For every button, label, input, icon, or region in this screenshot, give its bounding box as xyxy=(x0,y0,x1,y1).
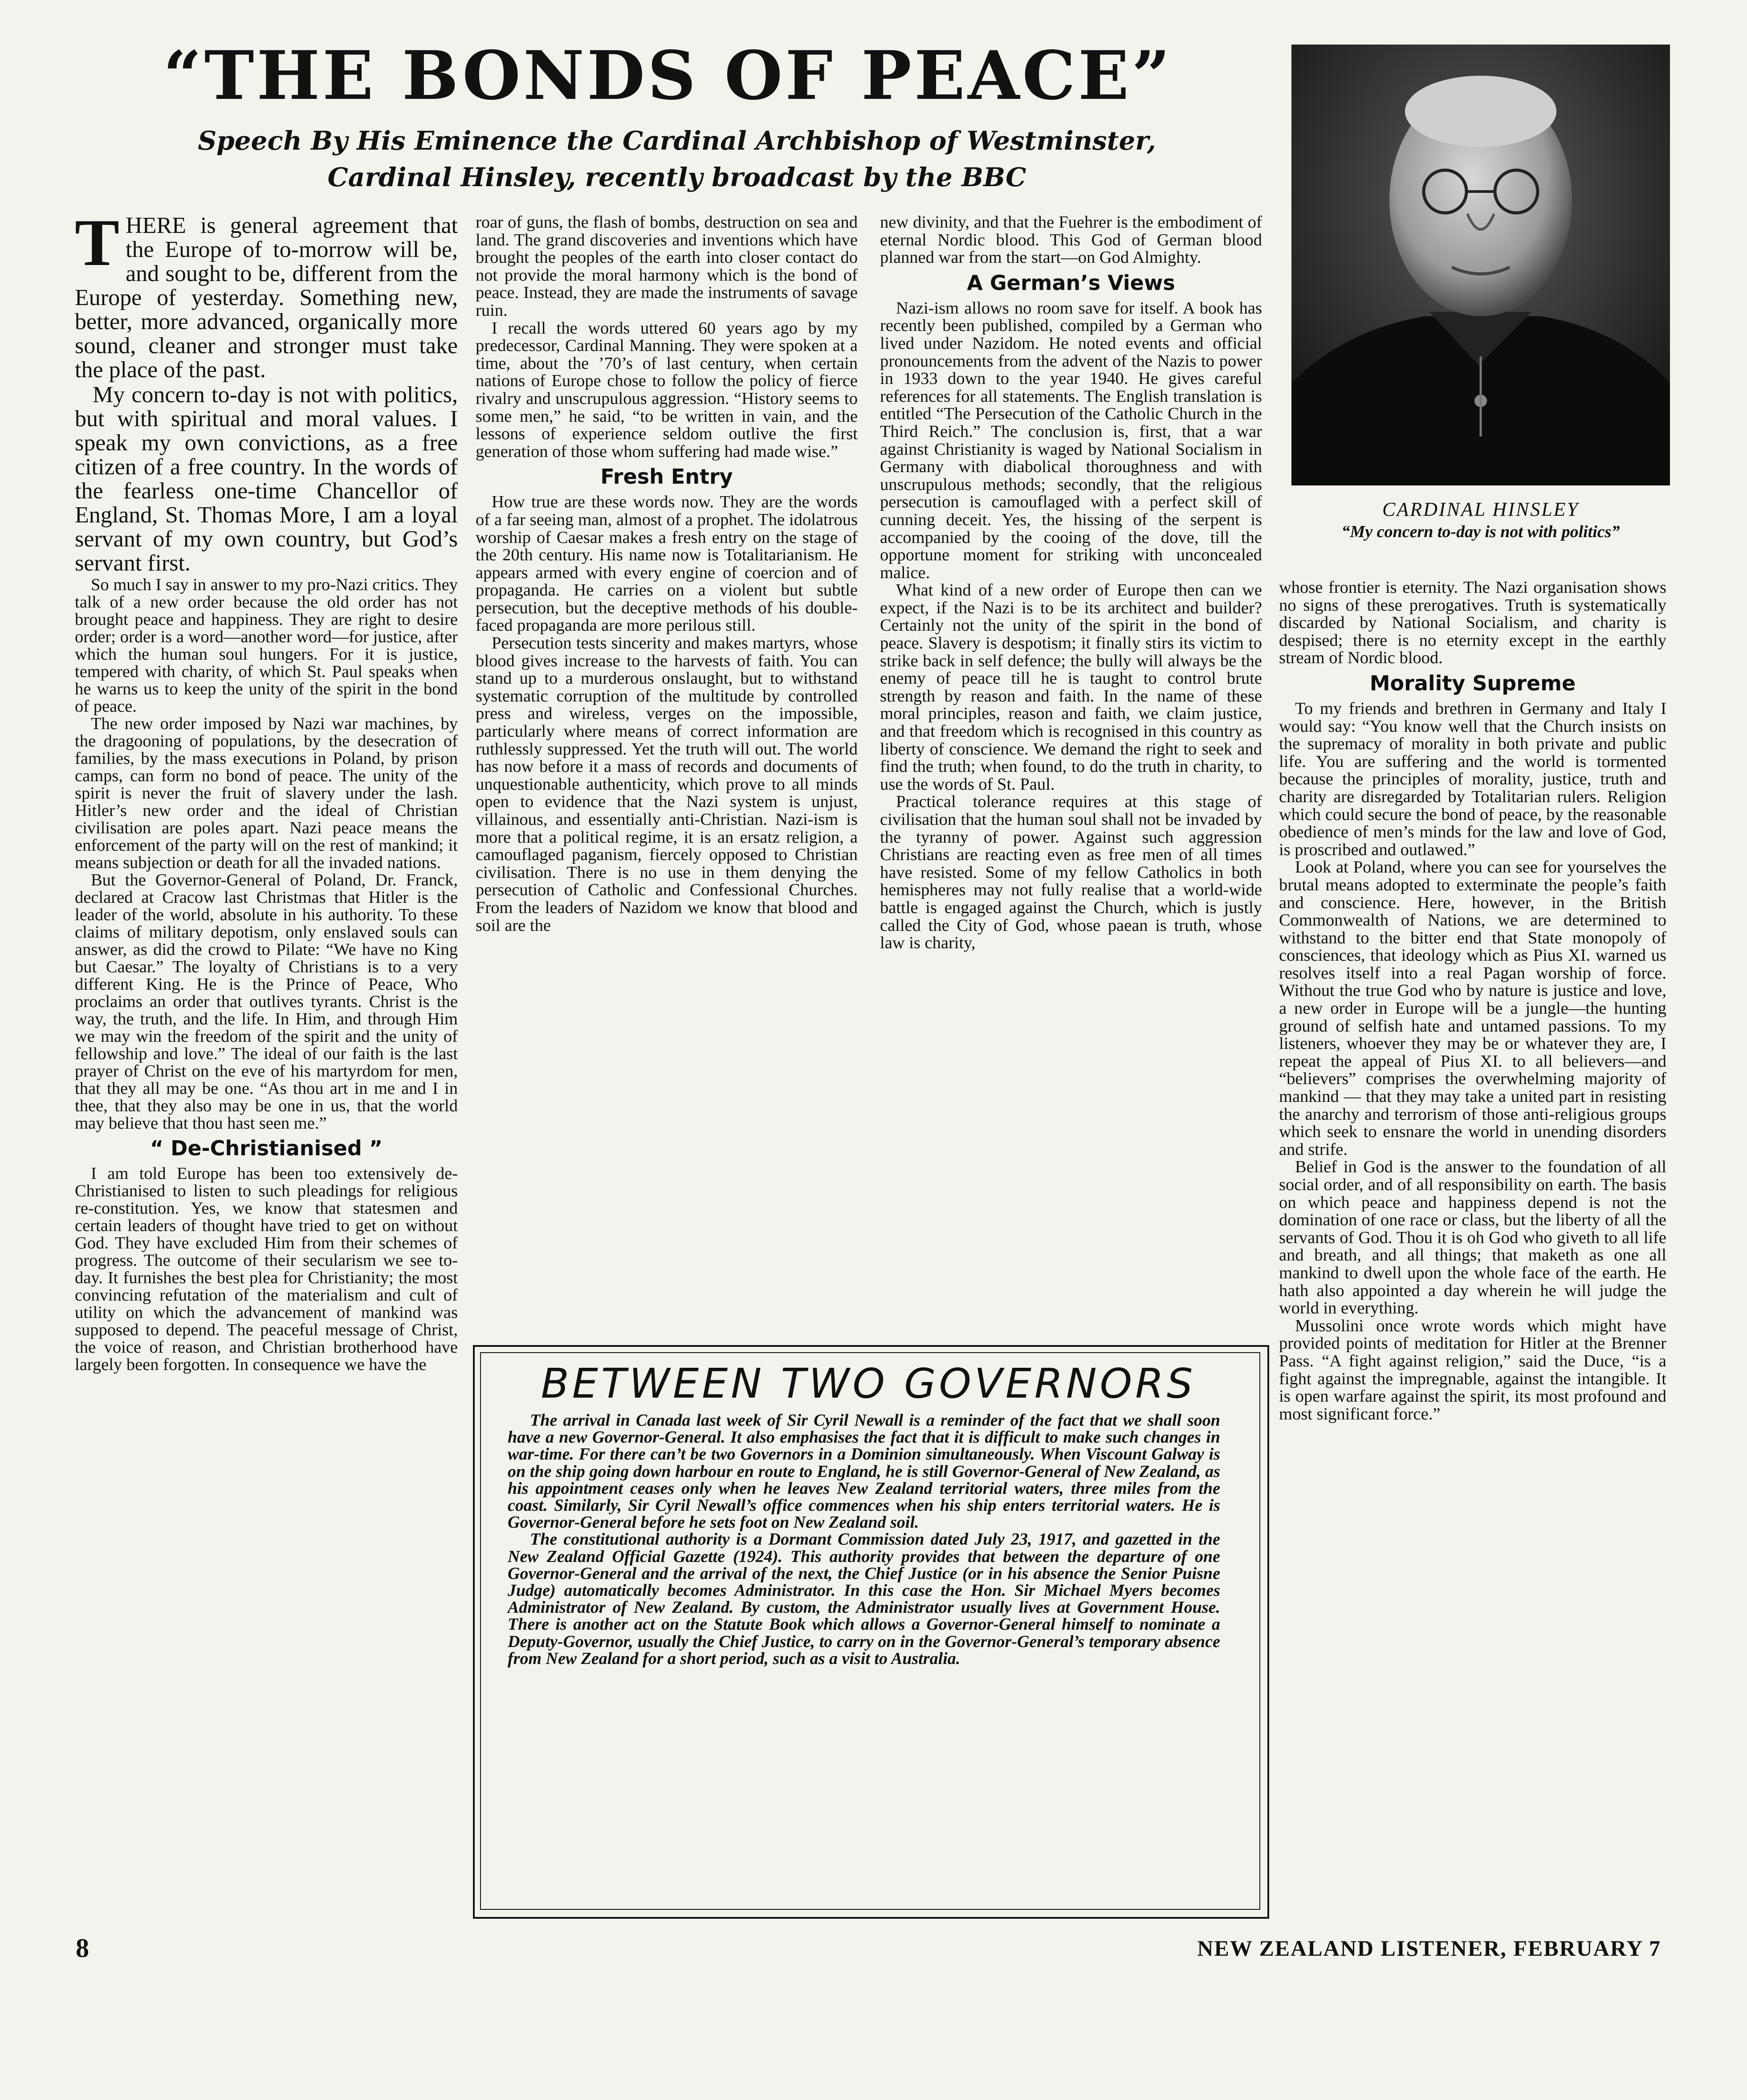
intro-block xyxy=(75,206,458,576)
photo-caption-quote: “My concern to-day is not with politics” xyxy=(1341,522,1620,541)
page-number: 8 xyxy=(76,1933,89,1963)
section-heading-a-germans-views: A German’s Views xyxy=(967,270,1175,295)
subheadline-line-1: Speech By His Eminence the Cardinal Archbishop of Westminster, xyxy=(198,126,1156,156)
body-paragraph: I am told Europe has been too extensively de-Christianised to listen to such pleadings for religious re-constitution. Yes, we know that statesmen and certain leaders of thought have tried to get on without God. They have excluded Him from their schemes of progress. The outcome of their secularism we see to-day. It furnishes the best plea for Christianity; the most convincing refutation of the materialism and cult of utility on which the advancement of mankind was supposed to depend. The peaceful message of Christ, the voice of reason, and Christian brotherhood have largely been forgotten. In consequence we have the xyxy=(75,1164,458,1374)
article-column-2 xyxy=(476,214,858,934)
portrait-illustration xyxy=(1291,45,1670,485)
body-paragraph: But the Governor-General of Poland, Dr. Franck, declared at Cracow last Christmas that Hitler is the leader of the world, absolute in his authority. To these claims of military depotism, only enslaved souls can answer, as did the crowd to Pilate: “We have no King but Caesar.” The loyalty of Christians is to a very different King. He is the Prince of Peace, Who proclaims an order that outlives tyrants. Christ is the way, the truth, and the life. In Him, and through Him we may win the freedom of the spirit and the unity of fellowship and love.” The ideal of our faith is the last prayer of Christ on the eve of his martyrdom for men, that they all may be one. “As thou art in me and I in thee, that they also may be one in us, that the world may believe that thou hast seen me.” xyxy=(75,871,458,1133)
body-paragraph: new divinity, and that the Fuehrer is the embodiment of eternal Nordic blood. This God of German blood planned war from the start—on God Almighty. xyxy=(880,213,1262,267)
body-paragraph: Belief in God is the answer to the foundation of all social order, and of all responsibility on earth. The basis on which peace and happiness depend is not the domination of one race or class, but the liberty of all the servants of God. Thou it is oh God who giveth to all life and breath, and all things; that maketh as one all mankind to dwell upon the whole face of the earth. He hath also appointed a day wherein he will judge the world in everything. xyxy=(1279,1158,1666,1318)
body-paragraph: whose frontier is eternity. The Nazi organisation shows no signs of these prerogatives. Truth is systematically discarded by National Socialism, and charity is despised; there is no eternity except in the earthly stream of Nordic blood. xyxy=(1279,578,1666,668)
section-heading-fresh-entry: Fresh Entry xyxy=(600,465,733,489)
body-paragraph: roar of guns, the flash of bombs, destruction on sea and land. The grand discoveries and inventions which have brought the peoples of the earth into closer contact do not provide the moral harmony which is the bond of peace. Instead, they are made the instruments of savage ruin. xyxy=(476,213,858,320)
body-paragraph: To my friends and brethren in Germany and Italy I would say: “You know well that the Church insists on the supremacy of morality in both private and public life. You are suffering and the world is tormented because the principles of morality, justice, truth and charity are disregarded by Totalitarian rulers. Religion which could secure the bond of peace, by the reasonable obedience of men’s minds for the law and love of God, is proscribed and outlawed.” xyxy=(1279,699,1666,859)
subheadline xyxy=(71,122,1283,196)
photo-caption-name: CARDINAL HINSLEY xyxy=(1382,498,1580,520)
article-column-1 xyxy=(75,206,458,1374)
body-paragraph: Persecution tests sincerity and makes martyrs, whose blood gives increase to the harvests of faith. You can stand up to a murderous onslaught, but to withstand systematic corruption of the multitude by controlled press and wireless, verges on the impossible, particularly where means of correct information are ruthlessly suppressed. Yet the truth will out. The world has now before it a mass of records and documents of unquestionable authenticity, which prove to all minds open to evidence that the Nazi system is unjust, villainous, and essentially anti-Christian. Nazi-ism is more that a political regime, it is an ersatz religion, a camouflaged paganism, fiercely opposed to Christian civilisation. There is no use in them denying the persecution of Catholic and Confessional Churches. From the leaders of Nazidom we know that blood and soil are the xyxy=(476,634,858,935)
body-paragraph: How true are these words now. They are the words of a far seeing man, almost of a prophet. The idolatrous worship of Caesar makes a fresh entry on the stage of the 20th century. His name now is Totalitarianism. He appears armed with every engine of coercion and of propaganda. He carries on a violent but subtle persecution, but the deceptive methods of his double-faced propaganda are more perilous still. xyxy=(476,493,858,635)
body-paragraph: I recall the words uttered 60 years ago by my predecessor, Cardinal Manning. They were spoken at a time, about the ’70’s of last century, when certain nations of Europe chose to follow the policy of fierce rivalry and unscrupulous aggression. “History seems to some men,” he said, “to be written in vain, and the lessons of experience seldom outlive the first generation of those whom suffering had made wise.” xyxy=(476,318,858,461)
body-paragraph: Nazi-ism allows no room save for itself. A book has recently been published, compiled by a German who lived under Nazidom. He noted events and official pronouncements from the advent of the Nazis to power in 1933 down to the year 1940. He gives careful references for all statements. The English translation is entitled “The Persecution of the Catholic Church in the Third Reich.” The conclusion is, first, that a war against Christianity is waged by National Socialism in Germany with diabolical thoroughness and with unscrupulous methods; secondly, that the religious persecution is camouflaged with a perfect skill of cunning deceit. Yes, the hissing of the serpent is accompanied by the cooing of the dove, till the opportune moment for striking with unconcealed malice. xyxy=(880,298,1262,582)
publication-footer: NEW ZEALAND LISTENER, FEBRUARY 7 xyxy=(1197,1936,1661,1961)
body-paragraph: Mussolini once wrote words which might have provided points of meditation for Hitler at the Brenner Pass. “A fight against religion,” said the Duce, “is a fight against the impregnable, against the intangible. It is open warfare against the spirit, its most profound and most significant force.” xyxy=(1279,1316,1666,1423)
subheadline-line-2: Cardinal Hinsley, recently broadcast by the BBC xyxy=(327,162,1026,192)
body-paragraph: Practical tolerance requires at this stage of civilisation that the human soul shall not be invaded by the tyranny of power. Against such aggression Christians are reacting even as free men of all times have resisted. Some of my fellow Catholics in both hemispheres may not fully realise that a world-wide battle is engaged against the Church, which is justly called the City of God, whose paean is truth, whose law is charity, xyxy=(880,792,1262,953)
body-paragraph: So much I say in answer to my pro-Nazi critics. They talk of a new order because the old order has not brought peace and happiness. They are right to desire order; order is a word—another word—for justice, after which the human soul hungers. For it is justice, tempered with charity, of which St. Paul speaks when he warns us to keep the unity of the spirit in the bond of peace. xyxy=(75,575,458,716)
body-paragraph: Look at Poland, where you can see for yourselves the brutal means adopted to exterminate the people’s faith and conscience. Here, however, in the British Commonwealth of Nations, we are determined to withstand to the bitter end that State monopoly of consciences, that ideology which as Pius XI. warned us resolves itself into a real Pagan worship of force. Without the true God who by nature is justice and love, a new order in Europe will be a jungle—the hunting ground of selfish hate and untamed passions. To my listeners, whoever they may be or whatever they are, I repeat the appeal of Pius XI. to all believers—and “believers” comprises the overwhelming majority of mankind — that they may take a united part in resisting the anarchy and terrorism of those anti-religious groups which seek to ensnare the world in unending disorders and strife. xyxy=(1279,858,1666,1159)
body-paragraph: What kind of a new order of Europe then can we expect, if the Nazi is to be its architect and builder? Certainly not the unity of the spirit in the bond of peace. Slavery is despotism; it finally stirs its victim to strike back in self defence; the bully will always be the enemy of peace till he is taught to control brute strength by reason and faith. In the name of these moral principles, reason and faith, we claim justice, and that freedom which is recognised in this country as liberty of conscience. We demand the right to seek and find the truth; when found, to do the truth in charity, to use the words of St. Paul. xyxy=(880,581,1262,794)
sidebar-box-title: BETWEEN TWO GOVERNORS xyxy=(541,1360,1196,1407)
section-heading-de-christianised: “ De-Christianised ” xyxy=(150,1136,383,1160)
article-column-3 xyxy=(880,214,1262,952)
headline: “THE BONDS OF PEACE” xyxy=(163,37,1173,115)
intro-paragraph-1: HERE is general agreement that the Europe of to-morrow will be, and sought to be, different from the Europe of yesterday. Something new, better, more advanced, organically more sound, cleaner and stronger must take the place of the past. xyxy=(75,213,458,383)
section-heading-morality-supreme: Morality Supreme xyxy=(1369,671,1576,695)
sidebar-box-body xyxy=(508,1412,1220,1667)
sidebar-paragraph: The arrival in Canada last week of Sir Cyril Newall is a reminder of the fact that we shall soon have a new Governor-General. It also emphasises the fact that it is difficult to make such changes in war-time. For there can’t be two Governors in a Dominion simultaneously. When Viscount Galway is on the ship going down harbour en route to England, he is still Governor-General of New Zealand, as his appointment ceases only when he leaves New Zealand territorial waters, three miles from the coast. Similarly, Sir Cyril Newall’s office commences when his ship enters territorial waters. He is Governor-General before he sets foot on New Zealand soil. xyxy=(508,1411,1220,1532)
body-paragraph: The new order imposed by Nazi war machines, by the dragooning of populations, by the desecration of families, by the mass executions in Poland, by prison camps, can form no bond of peace. The unity of the spirit is never the fruit of slavery under the lash. Hitler’s new order and the ideal of Christian civilisation are poles apart. Nazi peace means the enforcement of the party will on the rest of mankind; it means subjection or death for all the invaded nations. xyxy=(75,714,458,872)
intro-paragraph-2: My concern to-day is not with politics, but with spiritual and moral values. I speak my own convictions, as a free citizen of a free country. In the words of the fearless one-time Chancellor of England, St. Thomas More, I am a loyal servant of my own country, but God’s servant first. xyxy=(75,382,458,576)
drop-cap: T xyxy=(75,206,120,280)
cardinal-portrait-photo xyxy=(1291,45,1670,485)
article-column-4 xyxy=(1279,579,1666,1423)
sidebar-paragraph: The constitutional authority is a Dormant Commission dated July 23, 1917, and gazetted in the New Zealand Official Gazette (1924). This authority provides that between the departure of one Governor-General and the arrival of the next, the Chief Justice (or in his absence the Senior Puisne Judge) automatically becomes Administrator. In this case the Hon. Sir Michael Myers becomes Administrator of New Zealand. By custom, the Administrator usually lives at Government House. There is another act on the Statute Book which allows a Governor-General himself to nominate a Deputy-Governor, usually the Chief Justice, to carry on in the Governor-General’s temporary absence from New Zealand for a short period, such as a visit to Australia. xyxy=(508,1530,1220,1668)
